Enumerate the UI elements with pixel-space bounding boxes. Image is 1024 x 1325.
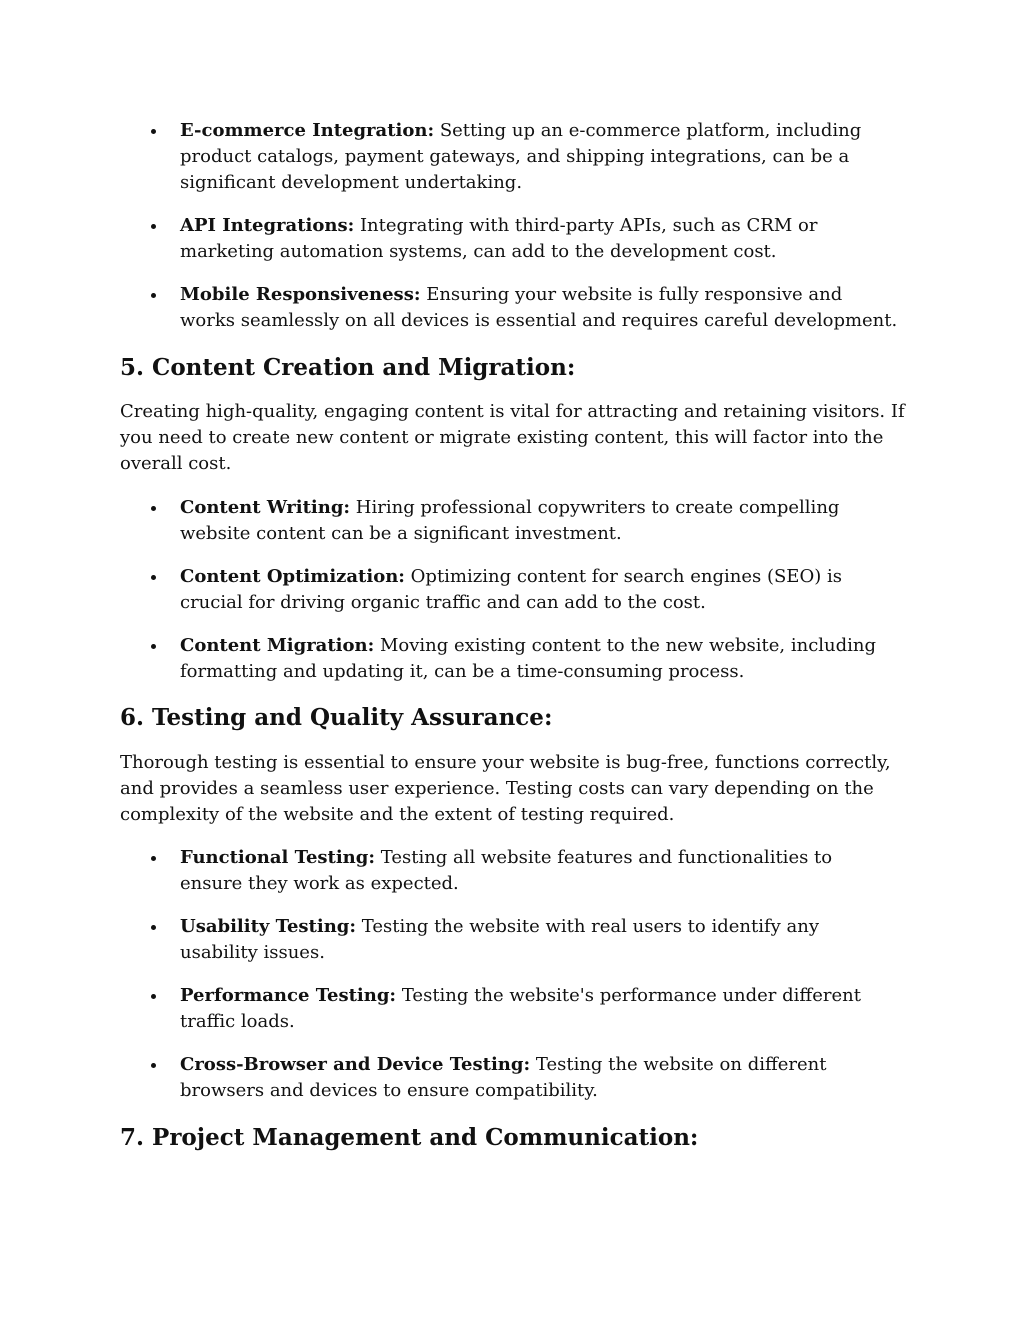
list-item-mobile <box>120 282 900 334</box>
list-item-text: Testing the website with real users to identify any usability issues. <box>180 916 820 963</box>
list-item-text: Testing the website on different browsers and devices to ensure compatibility. <box>180 1054 827 1101</box>
testing-list <box>120 845 910 1104</box>
list-item-functional-testing <box>120 845 900 897</box>
list-item-term: Content Migration: <box>180 635 375 656</box>
list-item-term: Content Optimization: <box>180 566 405 587</box>
list-item-term: Usability Testing: <box>180 916 357 937</box>
bullet-icon <box>151 994 156 999</box>
list-item-cross-browser-testing <box>120 1052 900 1104</box>
list-item-text: Setting up an e-commerce platform, including product catalogs, payment gateways, and shipping integrations, can be a significant development undertaking. <box>180 120 862 193</box>
list-item-text: Integrating with third-party APIs, such as CRM or marketing automation systems, can add to the development cost. <box>180 215 818 262</box>
list-item-text: Optimizing content for search engines (SEO) is crucial for driving organic traffic and can add to the cost. <box>180 566 842 613</box>
bullet-icon <box>151 1063 156 1068</box>
list-item-term: Performance Testing: <box>180 985 397 1006</box>
list-item-term: Functional Testing: <box>180 847 375 868</box>
development-features-list-block <box>120 118 910 334</box>
list-item-term: Content Writing: <box>180 497 351 518</box>
section-heading-project-management: 7. Project Management and Communication: <box>120 1124 699 1151</box>
list-item-text: Hiring professional copywriters to create compelling website content can be a significant investment. <box>180 497 840 544</box>
bullet-icon <box>151 293 156 298</box>
section-paragraph-content-creation: Creating high-quality, engaging content is vital for attracting and retaining visitors. If you need to create new content or migrate existing content, this will factor into the overall cost. <box>120 401 905 474</box>
list-item-content-optimization <box>120 564 900 616</box>
list-item-api <box>120 213 900 265</box>
bullet-icon <box>151 506 156 511</box>
bullet-icon <box>151 925 156 930</box>
bullet-icon <box>151 575 156 580</box>
section-heading-testing: 6. Testing and Quality Assurance: <box>120 704 553 731</box>
list-item-term: API Integrations: <box>180 215 355 236</box>
content-list <box>120 495 910 685</box>
bullet-icon <box>151 644 156 649</box>
list-item-term: E-commerce Integration: <box>180 120 435 141</box>
section-paragraph-testing: Thorough testing is essential to ensure your website is bug-free, functions correctly, and provides a seamless user experience. Testing costs can vary depending on the complexity of the website and the extent of testing required. <box>120 752 891 825</box>
bullet-icon <box>151 856 156 861</box>
list-item-performance-testing <box>120 983 900 1035</box>
list-item-term: Cross-Browser and Device Testing: <box>180 1054 531 1075</box>
bullet-icon <box>151 224 156 229</box>
list-item-text: Moving existing content to the new website, including formatting and updating it, can be a time-consuming process. <box>180 635 877 682</box>
bullet-icon <box>151 129 156 134</box>
list-item-text: Testing the website's performance under different traffic loads. <box>180 985 861 1032</box>
content-list-block <box>120 495 910 685</box>
development-features-list <box>120 118 910 334</box>
list-item-content-migration <box>120 633 900 685</box>
list-item-text: Testing all website features and functionalities to ensure they work as expected. <box>180 847 833 894</box>
list-item-term: Mobile Responsiveness: <box>180 284 421 305</box>
list-item-content-writing <box>120 495 900 547</box>
list-item-ecommerce <box>120 118 900 196</box>
list-item-usability-testing <box>120 914 900 966</box>
testing-list-block <box>120 845 910 1104</box>
list-item-text: Ensuring your website is fully responsive and works seamlessly on all devices is essential and requires careful development. <box>180 284 898 331</box>
section-heading-content-creation: 5. Content Creation and Migration: <box>120 354 576 381</box>
